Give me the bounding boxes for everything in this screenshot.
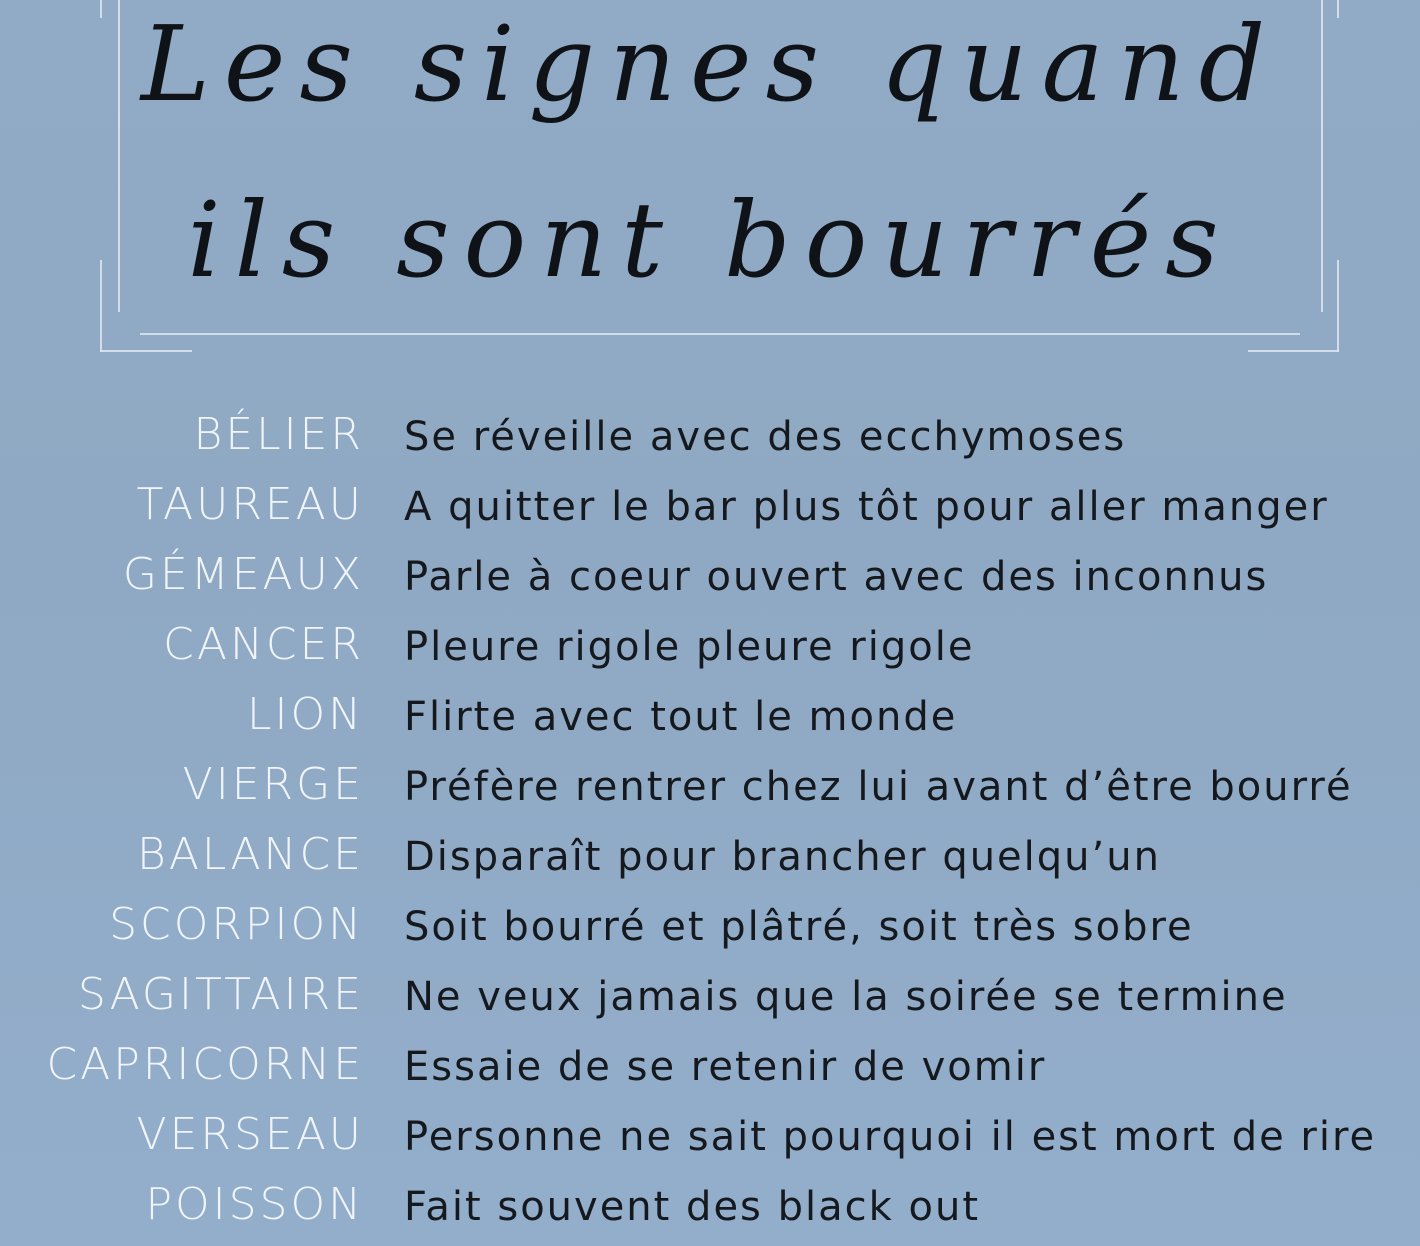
list-item [0,1170,1420,1240]
sign-description: Fait souvent des black out [404,1184,981,1230]
sign-description: Parle à coeur ouvert avec des inconnus [404,554,1269,600]
sign-description: Pleure rigole pleure rigole [404,624,975,670]
list-item [0,470,1420,540]
sign-name: TAUREAU [136,479,364,530]
sign-name: SCORPION [109,899,364,950]
sign-description: Personne ne sait pourquoi il est mort de rire [404,1114,1377,1160]
list-item [0,1030,1420,1100]
list-item [0,610,1420,680]
sign-description: Flirte avec tout le monde [404,694,958,740]
sign-name: POISSON [145,1179,364,1230]
frame-line [100,350,192,352]
list-item [0,680,1420,750]
zodiac-list [0,400,1420,1240]
sign-name: VIERGE [182,759,364,810]
sign-name: LION [246,689,364,740]
page-title-line-2: ils sont bourrés [187,179,1233,301]
sign-description: Ne veux jamais que la soirée se termine [404,974,1288,1020]
sign-description: Soit bourré et plâtré, soit très sobre [404,904,1194,950]
sign-description: Préfère rentrer chez lui avant d’être bourré [404,764,1353,810]
page-title-line-1: Les signes quand [140,3,1280,125]
list-item [0,890,1420,960]
sign-name: CANCER [163,619,364,670]
list-item [0,820,1420,890]
list-item [0,1100,1420,1170]
list-item [0,960,1420,1030]
list-item [0,400,1420,470]
list-item [0,750,1420,820]
sign-name: GÉMEAUX [122,549,364,600]
sign-name: CAPRICORNE [46,1039,364,1090]
list-item [0,540,1420,610]
sign-name: SAGITTAIRE [77,969,364,1020]
frame-line [1248,350,1339,352]
sign-description: Essaie de se retenir de vomir [404,1044,1047,1090]
sign-description: Disparaît pour brancher quelqu’un [404,834,1161,880]
sign-name: BALANCE [137,829,364,880]
sign-description: A quitter le bar plus tôt pour aller manger [404,484,1329,530]
sign-name: VERSEAU [136,1109,364,1160]
frame-line [140,333,1300,335]
sign-description: Se réveille avec des ecchymoses [404,414,1127,460]
sign-name: BÉLIER [193,409,364,460]
